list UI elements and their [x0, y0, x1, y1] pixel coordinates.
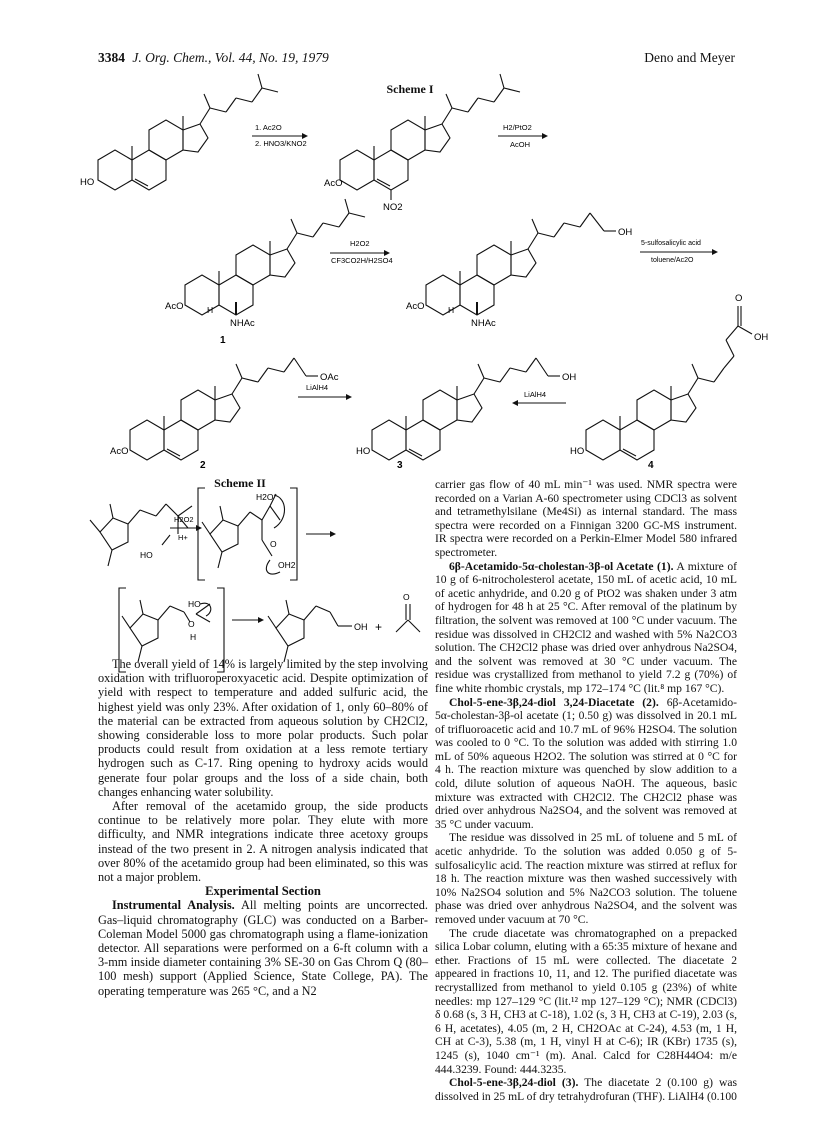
arrowhead [542, 133, 548, 139]
label-ho: HO [188, 599, 201, 609]
label-product-oh: OH [354, 622, 368, 632]
left-column-text [98, 657, 428, 998]
label-oac: OAc [320, 372, 339, 383]
scheme2-product-alcohol [268, 600, 352, 662]
label-ho: HO [80, 177, 95, 188]
reagent-lialh4: LiAlH4 [524, 390, 547, 399]
molecule-nitrocholesterol-acetate [324, 74, 520, 213]
label-aco: AcO [324, 178, 343, 189]
label-nhac: NHAc [230, 318, 255, 329]
reagent-cf3co2h: CF3CO2H/H2SO4 [331, 256, 393, 265]
paragraph-head: Instrumental Analysis. [112, 898, 235, 913]
arrowhead [196, 525, 202, 531]
paragraph-head: 6β-Acetamido-5α-cholestan-3β-ol Acetate (1). [449, 559, 674, 573]
paragraph [435, 560, 737, 696]
paragraph-body: The diacetate 2 (0.100 g) was dissolved in 25 mL of dry tetrahydrofuran (THF). LiAlH4 (0.100 [435, 1076, 737, 1103]
paragraph: After removal of the acetamido group, the side products continue to be relatively more polar. They elute with more difficulty, and NMR integrations indicate three acetoxy groups instead of the two present in 2. A nitrogen analysis indicated that over 80% of the acetamido group had been eliminated, so this was not a major problem. [98, 799, 428, 885]
label-h: H [448, 305, 455, 315]
reagent-acoh: AcOH [510, 140, 531, 149]
label-ho: HO [140, 550, 153, 560]
compound-label-4: 4 [648, 460, 654, 471]
label-ho: HO [570, 446, 585, 457]
label-h: H [190, 632, 197, 642]
arrowhead [512, 400, 518, 406]
reagent-toluene: toluene/Ac2O [651, 257, 694, 264]
reagent-h-plus: H+ [178, 533, 188, 542]
paragraph: The crude diacetate was chromatographed on a prepacked silica Lobar column, eluting with a 65:35 mixture of hexane and ether. Fractions of 15 mL were collected. The diacetate 2 appeared in fractions 10, 11, and 12. The purified diacetate was recrystallized from methanol to yield 0.105 g (23%) of white needles: mp 127–129 °C (lit.¹² mp 127–129 °C); NMR (CDCl3) δ 0.68 (s, 3 H, CH3 at C-18), 1.02 (s, 3 H, CH3 at C-19), 2.03 (s, 6 H, acetates), 4.05 (m, 2 H, CH2OAc at C-24), 4.53 (m, 1 H, CH at C-3), 5.38 (m, 1 H, vinyl H at C-6); IR (KBr) 1735 (s), 1245 (s), 1040 cm⁻¹ (m). Anal. Calcd for C28H44O4: m/e 444.3239. Found: 444.3235. [435, 926, 737, 1076]
right-column-text [435, 478, 737, 1103]
label-h: H [207, 305, 214, 315]
paragraph: The residue was dissolved in 25 mL of toluene and 5 mL of acetic anhydride. To the solution was added 0.050 g of 5-sulfosalicylic acid. The reaction mixture was stirred at reflux for 18 h. The reaction mixture was then washed successively with 10% Na2SO4 solution and 5% Na2CO3 solution. The toluene phase was dried over anhydrous Na2SO4, and the solvent was removed under vacuum at 70 °C. [435, 831, 737, 926]
arrowhead [330, 531, 336, 537]
compound-label-1: 1 [220, 335, 226, 346]
paragraph-body: A mixture of 10 g of 6-nitrocholesterol acetate, 150 mL of acetic acid, 10 mL of acetic anhydride, and 0.20 g of PtO2 was shaken under 3 atm of hydrogen for 48 h at 25 °C. After removal of the platinum by filtration, the solvent was removed at 100 °C under vacuum. The residue was dissolved in CH2Cl2 and washed with 5% Na2CO3 solution. The CH2Cl2 phase was dried over anhydrous Na2SO4, and the solvent was removed at 30 °C under vacuum. The residue was crystallized from methanol to yield 7.2 g (70%) of fine white rhombic crystals, mp 172–174 °C (lit.⁸ mp 167 °C). [435, 559, 737, 695]
scheme2-title: Scheme II [214, 476, 266, 490]
label-no2: NO2 [383, 202, 403, 213]
paragraph [98, 898, 428, 997]
paragraph-head: Chol-5-ene-3β,24-diol (3). [449, 1076, 579, 1090]
label-o: O [188, 619, 195, 629]
molecule-compound-3 [356, 358, 576, 471]
label-o: O [735, 293, 743, 304]
molecule-cholesterol [80, 74, 278, 190]
paragraph: The overall yield of 14% is largely limited by the step involving oxidation with trifluoroperoxyacetic acid. Despite optimization of yield with respect to temperature and added sulfuric acid, the highest yield was only 23%. After oxidation of 1, only 60–80% of the material can be extracted from aqueous solution by CH2Cl2, showing considerable loss to more polar products. Such polar products could result from oxidation at a less remote tertiary hydrogen such as C-17. Ring opening to hydroxy acids would generate four polar groups and the loss of a side chain, both changes enhancing water solubility. [98, 657, 428, 799]
arrowhead [712, 249, 718, 255]
reagent-lialh4: LiAlH4 [306, 383, 329, 392]
label-oh: OH [754, 332, 769, 343]
label-h2o: H2O [256, 492, 274, 502]
paragraph-head: Chol-5-ene-3β,24-diol 3,24-Diacetate (2). [449, 695, 659, 709]
section-title: Experimental Section [205, 884, 321, 899]
plus-sign: + [375, 620, 383, 634]
paragraph [435, 696, 737, 832]
reagent-h2-pto2: H2/PtO2 [503, 123, 532, 132]
label-oh2: OH2 [278, 560, 296, 570]
paragraph: carrier gas flow of 40 mL min⁻¹ was used. NMR spectra were recorded on a Varian A-60 spectrometer using CDCl3 as solvent and tetramethylsilane (Me4Si) as internal standard. The mass spectra were recorded on a Finnigan 3200 GC-MS instrument. IR spectra were recorded on a Perkin-Elmer Model 580 infrared spectrometer. [435, 478, 737, 559]
scheme2-product-acetone [396, 604, 420, 632]
page-number: 3384 [98, 50, 125, 65]
label-aco: AcO [110, 446, 129, 457]
reagent-hno3: 2. HNO3/KNO2 [255, 139, 307, 148]
molecule-compound-2 [110, 358, 339, 471]
label-oh: OH [562, 372, 577, 383]
label-oh: OH [618, 227, 633, 238]
running-header-authors: Deno and Meyer [644, 50, 735, 65]
label-ho: HO [356, 446, 371, 457]
molecule-compound-4 [570, 293, 768, 471]
molecule-compound-1 [165, 199, 365, 346]
reagent-h2o2: H2O2 [350, 239, 370, 248]
paragraph-body: 6β-Acetamido-5α-cholestan-3β-ol acetate (1; 0.50 g) was dissolved in 20.1 mL of trifluoroacetic acid and 10.7 mL of 96% H2SO4. The solution was cooled to 0 °C. To the solution was added with stirring 1.0 mL of 50% aqueous H2O2. The solution was stirred at 0 °C for 4 h. The reaction mixture was quenched by slow addition to a cold, dilute solution of aqueous NaOH. The aqueous, basic mixture was extracted with CH2Cl2. The CH2Cl2 phase was dried over anhydrous Na2SO4, and the solvent was removed at 35 °C under vacuum. [435, 695, 737, 831]
arrowhead [258, 617, 264, 623]
label-aco: AcO [165, 301, 184, 312]
label-o: O [403, 592, 410, 602]
scheme1-title: Scheme I [386, 82, 434, 96]
compound-label-3: 3 [397, 460, 403, 471]
paragraph-body: All melting points are uncorrected. Gas–liquid chromatography (GLC) was conducted on a Barber-Coleman Model 5000 gas chromatograph using a flame-ionization detector. All separations were performed on a 6-ft column with a 3-mm inside diameter containing 3% SE-30 on Gas Chrom Q (80–100 mesh) support (Applied Science, State College, PA). The operating temperature was 265 °C, and a N2 [98, 898, 428, 998]
reagent-h2o2: H2O2 [174, 515, 194, 524]
label-nhac: NHAc [471, 318, 496, 329]
journal-name: J. Org. Chem., [132, 50, 212, 65]
journal-volume: Vol. 44, No. 19, 1979 [214, 50, 329, 65]
arrowhead [346, 394, 352, 400]
compound-label-2: 2 [200, 460, 206, 471]
reagent-ac2o: 1. Ac2O [255, 123, 282, 132]
paragraph [435, 1076, 737, 1103]
label-aco: AcO [406, 301, 425, 312]
label-o: O [270, 539, 277, 549]
molecule-hydroxy-acetamide [406, 213, 632, 329]
reagent-sulfosalicylic: 5-sulfosalicylic acid [641, 240, 701, 247]
